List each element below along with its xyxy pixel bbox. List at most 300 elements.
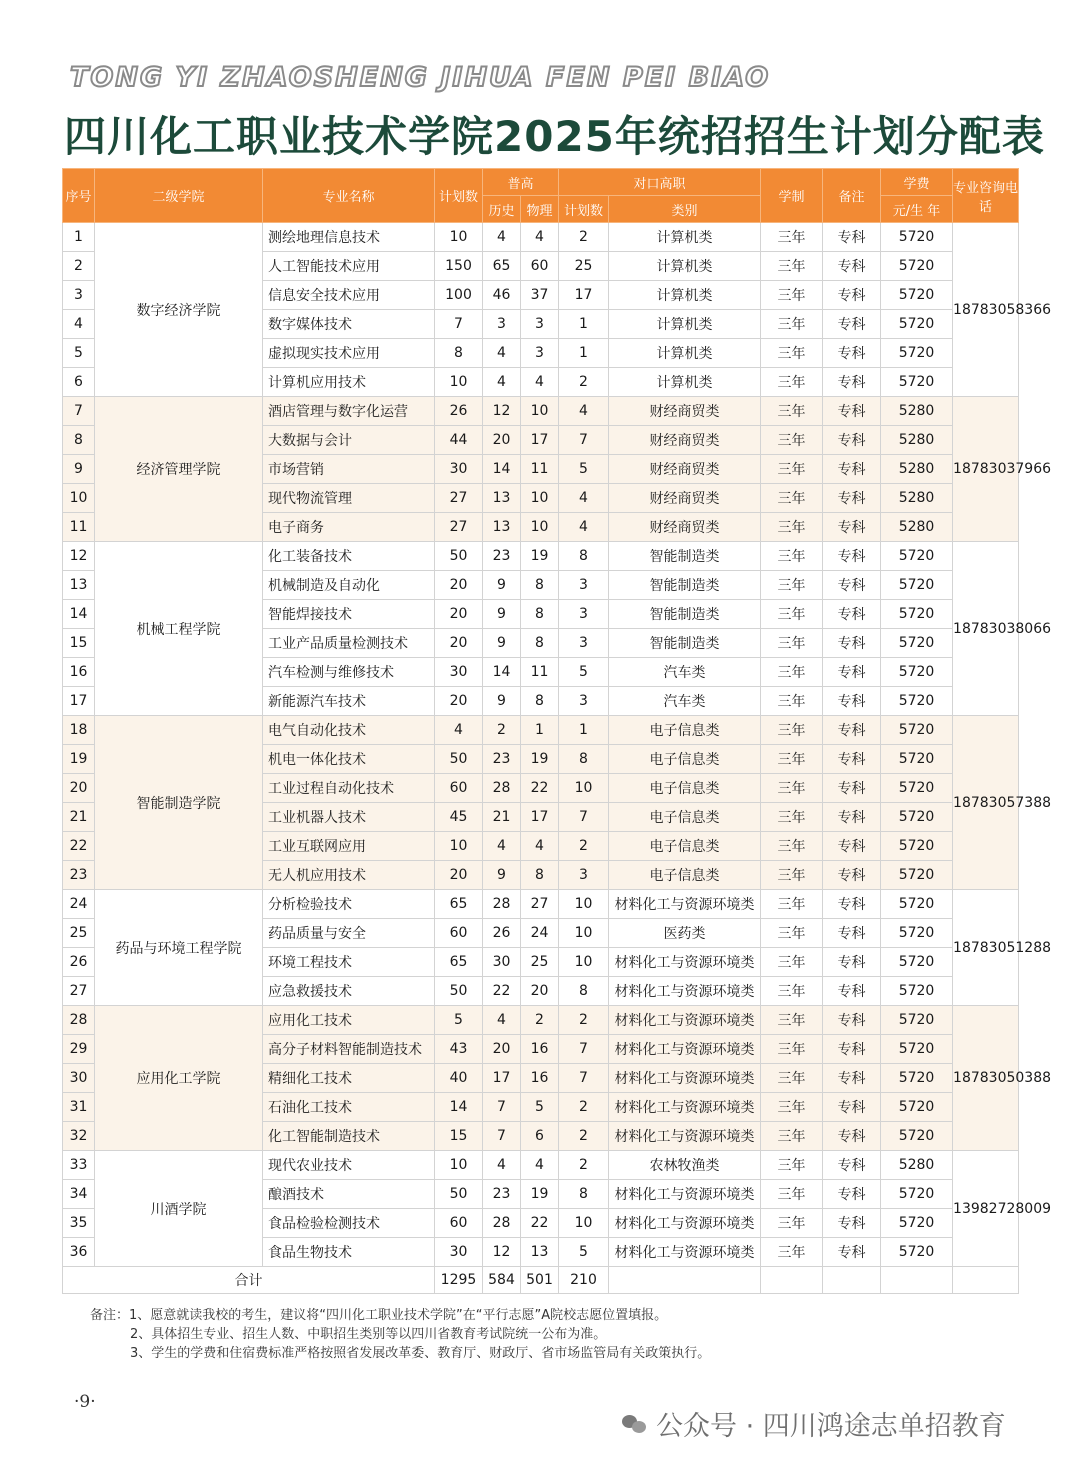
table-row bbox=[63, 1151, 1019, 1180]
row-fee: 5720 bbox=[881, 774, 953, 803]
row-category: 智能制造类 bbox=[609, 571, 761, 600]
row-physics: 19 bbox=[521, 1180, 559, 1209]
row-fee: 5720 bbox=[881, 861, 953, 890]
row-remark: 专科 bbox=[823, 716, 881, 745]
row-category: 医药类 bbox=[609, 919, 761, 948]
row-remark: 专科 bbox=[823, 368, 881, 397]
row-plan: 27 bbox=[435, 513, 483, 542]
note-line-2: 2、具体招生专业、招生人数、中职招生类别等以四川省教育考试院统一公布为准。 bbox=[130, 1327, 607, 1342]
row-seq: 16 bbox=[63, 658, 95, 687]
row-duration: 三年 bbox=[761, 774, 823, 803]
row-seq: 17 bbox=[63, 687, 95, 716]
row-fee: 5720 bbox=[881, 629, 953, 658]
row-history: 28 bbox=[483, 1209, 521, 1238]
row-physics: 11 bbox=[521, 658, 559, 687]
row-voc-plan: 4 bbox=[559, 397, 609, 426]
row-fee: 5720 bbox=[881, 687, 953, 716]
row-remark: 专科 bbox=[823, 484, 881, 513]
row-voc-plan: 3 bbox=[559, 687, 609, 716]
row-history: 20 bbox=[483, 426, 521, 455]
row-category: 计算机类 bbox=[609, 252, 761, 281]
row-major: 测绘地理信息技术 bbox=[263, 223, 435, 252]
row-remark: 专科 bbox=[823, 455, 881, 484]
row-plan: 15 bbox=[435, 1122, 483, 1151]
consult-phone: 13982728009 bbox=[953, 1151, 1019, 1267]
row-seq: 14 bbox=[63, 600, 95, 629]
row-category: 电子信息类 bbox=[609, 716, 761, 745]
row-plan: 30 bbox=[435, 658, 483, 687]
row-seq: 2 bbox=[63, 252, 95, 281]
row-seq: 10 bbox=[63, 484, 95, 513]
row-category: 电子信息类 bbox=[609, 861, 761, 890]
row-major: 应急救援技术 bbox=[263, 977, 435, 1006]
row-remark: 专科 bbox=[823, 223, 881, 252]
row-category: 材料化工与资源环境类 bbox=[609, 977, 761, 1006]
row-history: 28 bbox=[483, 890, 521, 919]
row-duration: 三年 bbox=[761, 716, 823, 745]
row-duration: 三年 bbox=[761, 484, 823, 513]
row-seq: 33 bbox=[63, 1151, 95, 1180]
row-history: 23 bbox=[483, 542, 521, 571]
consult-phone: 18783050388 bbox=[953, 1006, 1019, 1151]
row-major: 新能源汽车技术 bbox=[263, 687, 435, 716]
row-fee: 5720 bbox=[881, 1093, 953, 1122]
row-fee: 5720 bbox=[881, 1238, 953, 1267]
row-major: 酒店管理与数字化运营 bbox=[263, 397, 435, 426]
row-duration: 三年 bbox=[761, 629, 823, 658]
row-voc-plan: 7 bbox=[559, 1064, 609, 1093]
row-history: 14 bbox=[483, 455, 521, 484]
header-vocational: 对口高职 bbox=[559, 169, 761, 196]
row-remark: 专科 bbox=[823, 426, 881, 455]
row-remark: 专科 bbox=[823, 774, 881, 803]
consult-phone: 18783037966 bbox=[953, 397, 1019, 542]
total-row bbox=[63, 1267, 1019, 1294]
row-history: 9 bbox=[483, 600, 521, 629]
row-major: 智能焊接技术 bbox=[263, 600, 435, 629]
college-name: 机械工程学院 bbox=[95, 542, 263, 716]
row-history: 7 bbox=[483, 1122, 521, 1151]
row-remark: 专科 bbox=[823, 832, 881, 861]
header-history: 历史 bbox=[483, 196, 521, 223]
row-physics: 4 bbox=[521, 223, 559, 252]
row-seq: 31 bbox=[63, 1093, 95, 1122]
row-history: 26 bbox=[483, 919, 521, 948]
row-category: 财经商贸类 bbox=[609, 426, 761, 455]
consult-phone: 18783057388 bbox=[953, 716, 1019, 890]
row-duration: 三年 bbox=[761, 1093, 823, 1122]
row-duration: 三年 bbox=[761, 658, 823, 687]
row-voc-plan: 2 bbox=[559, 1122, 609, 1151]
row-major: 无人机应用技术 bbox=[263, 861, 435, 890]
row-seq: 34 bbox=[63, 1180, 95, 1209]
row-fee: 5720 bbox=[881, 803, 953, 832]
row-major: 食品生物技术 bbox=[263, 1238, 435, 1267]
row-fee: 5720 bbox=[881, 600, 953, 629]
header-plan: 计划数 bbox=[435, 169, 483, 223]
row-duration: 三年 bbox=[761, 1238, 823, 1267]
row-seq: 32 bbox=[63, 1122, 95, 1151]
row-physics: 4 bbox=[521, 1151, 559, 1180]
row-major: 大数据与会计 bbox=[263, 426, 435, 455]
row-category: 电子信息类 bbox=[609, 832, 761, 861]
row-history: 12 bbox=[483, 1238, 521, 1267]
row-physics: 13 bbox=[521, 1238, 559, 1267]
college-name: 应用化工学院 bbox=[95, 1006, 263, 1151]
row-major: 工业机器人技术 bbox=[263, 803, 435, 832]
row-fee: 5720 bbox=[881, 658, 953, 687]
notes bbox=[90, 1306, 710, 1363]
row-plan: 150 bbox=[435, 252, 483, 281]
row-category: 计算机类 bbox=[609, 281, 761, 310]
row-physics: 3 bbox=[521, 310, 559, 339]
row-seq: 12 bbox=[63, 542, 95, 571]
row-duration: 三年 bbox=[761, 919, 823, 948]
row-major: 信息安全技术应用 bbox=[263, 281, 435, 310]
row-major: 人工智能技术应用 bbox=[263, 252, 435, 281]
row-remark: 专科 bbox=[823, 658, 881, 687]
row-plan: 20 bbox=[435, 687, 483, 716]
row-major: 工业产品质量检测技术 bbox=[263, 629, 435, 658]
row-physics: 24 bbox=[521, 919, 559, 948]
row-remark: 专科 bbox=[823, 948, 881, 977]
row-plan: 10 bbox=[435, 368, 483, 397]
row-fee: 5280 bbox=[881, 455, 953, 484]
row-major: 机械制造及自动化 bbox=[263, 571, 435, 600]
table-row bbox=[63, 223, 1019, 252]
row-voc-plan: 5 bbox=[559, 455, 609, 484]
row-plan: 10 bbox=[435, 832, 483, 861]
total-physics: 501 bbox=[521, 1267, 559, 1294]
header-remark: 备注 bbox=[823, 169, 881, 223]
header-major: 专业名称 bbox=[263, 169, 435, 223]
row-category: 材料化工与资源环境类 bbox=[609, 948, 761, 977]
row-fee: 5720 bbox=[881, 1064, 953, 1093]
row-history: 22 bbox=[483, 977, 521, 1006]
row-plan: 43 bbox=[435, 1035, 483, 1064]
row-duration: 三年 bbox=[761, 1209, 823, 1238]
row-remark: 专科 bbox=[823, 745, 881, 774]
row-fee: 5720 bbox=[881, 252, 953, 281]
row-duration: 三年 bbox=[761, 861, 823, 890]
row-fee: 5720 bbox=[881, 977, 953, 1006]
row-category: 智能制造类 bbox=[609, 629, 761, 658]
row-category: 财经商贸类 bbox=[609, 513, 761, 542]
row-voc-plan: 10 bbox=[559, 774, 609, 803]
row-voc-plan: 3 bbox=[559, 861, 609, 890]
row-voc-plan: 4 bbox=[559, 513, 609, 542]
row-major: 虚拟现实技术应用 bbox=[263, 339, 435, 368]
row-category: 材料化工与资源环境类 bbox=[609, 1093, 761, 1122]
row-plan: 30 bbox=[435, 1238, 483, 1267]
header-fee-unit: 元/生 年 bbox=[881, 196, 953, 223]
row-seq: 13 bbox=[63, 571, 95, 600]
row-physics: 17 bbox=[521, 803, 559, 832]
row-plan: 20 bbox=[435, 629, 483, 658]
row-voc-plan: 10 bbox=[559, 948, 609, 977]
row-fee: 5720 bbox=[881, 1035, 953, 1064]
row-remark: 专科 bbox=[823, 861, 881, 890]
row-major: 电气自动化技术 bbox=[263, 716, 435, 745]
row-history: 7 bbox=[483, 1093, 521, 1122]
row-plan: 5 bbox=[435, 1006, 483, 1035]
row-fee: 5720 bbox=[881, 571, 953, 600]
row-history: 13 bbox=[483, 513, 521, 542]
row-category: 财经商贸类 bbox=[609, 455, 761, 484]
note-line-1: 备注：1、愿意就读我校的考生，建议将“四川化工职业技术学院”在“平行志愿”A院校志愿位置填报。 bbox=[90, 1308, 668, 1323]
row-voc-plan: 4 bbox=[559, 484, 609, 513]
row-major: 工业过程自动化技术 bbox=[263, 774, 435, 803]
row-physics: 10 bbox=[521, 397, 559, 426]
row-history: 4 bbox=[483, 339, 521, 368]
row-physics: 25 bbox=[521, 948, 559, 977]
row-major: 市场营销 bbox=[263, 455, 435, 484]
row-history: 9 bbox=[483, 629, 521, 658]
row-history: 17 bbox=[483, 1064, 521, 1093]
row-voc-plan: 1 bbox=[559, 310, 609, 339]
row-remark: 专科 bbox=[823, 339, 881, 368]
row-seq: 3 bbox=[63, 281, 95, 310]
row-plan: 60 bbox=[435, 1209, 483, 1238]
header-college: 二级学院 bbox=[95, 169, 263, 223]
row-history: 4 bbox=[483, 1006, 521, 1035]
row-plan: 45 bbox=[435, 803, 483, 832]
watermark bbox=[622, 1404, 1006, 1443]
row-plan: 4 bbox=[435, 716, 483, 745]
row-voc-plan: 25 bbox=[559, 252, 609, 281]
row-category: 财经商贸类 bbox=[609, 397, 761, 426]
row-history: 46 bbox=[483, 281, 521, 310]
consult-phone: 18783038066 bbox=[953, 542, 1019, 716]
row-category: 智能制造类 bbox=[609, 600, 761, 629]
row-seq: 21 bbox=[63, 803, 95, 832]
row-duration: 三年 bbox=[761, 600, 823, 629]
row-history: 30 bbox=[483, 948, 521, 977]
enrollment-plan-table bbox=[62, 168, 1052, 1294]
total-empty-remark bbox=[823, 1267, 881, 1294]
total-empty-duration bbox=[761, 1267, 823, 1294]
wechat-icon bbox=[622, 1413, 648, 1435]
row-physics: 16 bbox=[521, 1064, 559, 1093]
row-duration: 三年 bbox=[761, 455, 823, 484]
row-duration: 三年 bbox=[761, 890, 823, 919]
row-major: 机电一体化技术 bbox=[263, 745, 435, 774]
row-major: 化工智能制造技术 bbox=[263, 1122, 435, 1151]
row-history: 4 bbox=[483, 832, 521, 861]
row-physics: 19 bbox=[521, 745, 559, 774]
header-physics: 物理 bbox=[521, 196, 559, 223]
row-duration: 三年 bbox=[761, 426, 823, 455]
row-fee: 5280 bbox=[881, 484, 953, 513]
row-fee: 5720 bbox=[881, 716, 953, 745]
row-remark: 专科 bbox=[823, 629, 881, 658]
row-major: 现代物流管理 bbox=[263, 484, 435, 513]
row-major: 应用化工技术 bbox=[263, 1006, 435, 1035]
row-physics: 11 bbox=[521, 455, 559, 484]
row-duration: 三年 bbox=[761, 1064, 823, 1093]
row-plan: 20 bbox=[435, 571, 483, 600]
row-voc-plan: 10 bbox=[559, 890, 609, 919]
row-category: 农林牧渔类 bbox=[609, 1151, 761, 1180]
row-major: 药品质量与安全 bbox=[263, 919, 435, 948]
row-seq: 26 bbox=[63, 948, 95, 977]
row-duration: 三年 bbox=[761, 745, 823, 774]
row-plan: 26 bbox=[435, 397, 483, 426]
row-major: 分析检验技术 bbox=[263, 890, 435, 919]
watermark-text: 公众号 · 四川鸿途志单招教育 bbox=[656, 1411, 1006, 1442]
row-history: 14 bbox=[483, 658, 521, 687]
row-plan: 40 bbox=[435, 1064, 483, 1093]
row-voc-plan: 8 bbox=[559, 1180, 609, 1209]
table-row bbox=[63, 397, 1019, 426]
row-history: 13 bbox=[483, 484, 521, 513]
row-history: 9 bbox=[483, 571, 521, 600]
row-voc-plan: 2 bbox=[559, 1006, 609, 1035]
row-plan: 30 bbox=[435, 455, 483, 484]
row-seq: 24 bbox=[63, 890, 95, 919]
row-physics: 10 bbox=[521, 513, 559, 542]
row-seq: 7 bbox=[63, 397, 95, 426]
row-plan: 8 bbox=[435, 339, 483, 368]
row-voc-plan: 7 bbox=[559, 426, 609, 455]
total-empty-fee bbox=[881, 1267, 953, 1294]
row-voc-plan: 10 bbox=[559, 1209, 609, 1238]
row-remark: 专科 bbox=[823, 600, 881, 629]
row-seq: 9 bbox=[63, 455, 95, 484]
college-name: 智能制造学院 bbox=[95, 716, 263, 890]
row-category: 电子信息类 bbox=[609, 774, 761, 803]
row-duration: 三年 bbox=[761, 977, 823, 1006]
row-plan: 14 bbox=[435, 1093, 483, 1122]
row-category: 材料化工与资源环境类 bbox=[609, 1006, 761, 1035]
row-voc-plan: 2 bbox=[559, 223, 609, 252]
row-remark: 专科 bbox=[823, 803, 881, 832]
row-history: 9 bbox=[483, 687, 521, 716]
college-name: 数字经济学院 bbox=[95, 223, 263, 397]
total-voc-plan: 210 bbox=[559, 1267, 609, 1294]
row-history: 9 bbox=[483, 861, 521, 890]
row-fee: 5720 bbox=[881, 832, 953, 861]
row-major: 精细化工技术 bbox=[263, 1064, 435, 1093]
row-seq: 22 bbox=[63, 832, 95, 861]
total-history: 584 bbox=[483, 1267, 521, 1294]
row-major: 环境工程技术 bbox=[263, 948, 435, 977]
row-physics: 2 bbox=[521, 1006, 559, 1035]
row-physics: 20 bbox=[521, 977, 559, 1006]
row-duration: 三年 bbox=[761, 252, 823, 281]
row-remark: 专科 bbox=[823, 571, 881, 600]
row-category: 材料化工与资源环境类 bbox=[609, 1122, 761, 1151]
row-seq: 1 bbox=[63, 223, 95, 252]
row-category: 材料化工与资源环境类 bbox=[609, 1209, 761, 1238]
table-row bbox=[63, 542, 1019, 571]
row-remark: 专科 bbox=[823, 1238, 881, 1267]
row-fee: 5720 bbox=[881, 1006, 953, 1035]
row-remark: 专科 bbox=[823, 310, 881, 339]
row-fee: 5720 bbox=[881, 310, 953, 339]
consult-phone: 18783058366 bbox=[953, 223, 1019, 397]
row-duration: 三年 bbox=[761, 687, 823, 716]
row-voc-plan: 2 bbox=[559, 832, 609, 861]
row-physics: 17 bbox=[521, 426, 559, 455]
row-duration: 三年 bbox=[761, 1035, 823, 1064]
page-number: ·9· bbox=[74, 1392, 96, 1412]
row-voc-plan: 3 bbox=[559, 629, 609, 658]
row-history: 28 bbox=[483, 774, 521, 803]
row-fee: 5720 bbox=[881, 948, 953, 977]
row-history: 21 bbox=[483, 803, 521, 832]
row-voc-plan: 7 bbox=[559, 1035, 609, 1064]
row-fee: 5720 bbox=[881, 223, 953, 252]
row-voc-plan: 1 bbox=[559, 716, 609, 745]
row-fee: 5720 bbox=[881, 890, 953, 919]
row-duration: 三年 bbox=[761, 1180, 823, 1209]
row-history: 23 bbox=[483, 1180, 521, 1209]
row-major: 计算机应用技术 bbox=[263, 368, 435, 397]
row-remark: 专科 bbox=[823, 1209, 881, 1238]
row-plan: 65 bbox=[435, 948, 483, 977]
header-fee: 学费 bbox=[881, 169, 953, 196]
row-remark: 专科 bbox=[823, 252, 881, 281]
row-history: 23 bbox=[483, 745, 521, 774]
row-physics: 10 bbox=[521, 484, 559, 513]
row-voc-plan: 3 bbox=[559, 600, 609, 629]
row-remark: 专科 bbox=[823, 1035, 881, 1064]
row-seq: 23 bbox=[63, 861, 95, 890]
row-remark: 专科 bbox=[823, 1180, 881, 1209]
row-plan: 50 bbox=[435, 745, 483, 774]
total-plan: 1295 bbox=[435, 1267, 483, 1294]
row-physics: 16 bbox=[521, 1035, 559, 1064]
row-major: 工业互联网应用 bbox=[263, 832, 435, 861]
row-seq: 6 bbox=[63, 368, 95, 397]
row-category: 汽车类 bbox=[609, 687, 761, 716]
row-voc-plan: 8 bbox=[559, 745, 609, 774]
row-fee: 5280 bbox=[881, 397, 953, 426]
row-voc-plan: 2 bbox=[559, 1093, 609, 1122]
college-name: 药品与环境工程学院 bbox=[95, 890, 263, 1006]
row-fee: 5720 bbox=[881, 542, 953, 571]
row-seq: 36 bbox=[63, 1238, 95, 1267]
row-seq: 20 bbox=[63, 774, 95, 803]
row-physics: 8 bbox=[521, 629, 559, 658]
row-physics: 19 bbox=[521, 542, 559, 571]
row-duration: 三年 bbox=[761, 368, 823, 397]
row-fee: 5720 bbox=[881, 368, 953, 397]
row-fee: 5720 bbox=[881, 281, 953, 310]
header-general: 普高 bbox=[483, 169, 559, 196]
row-remark: 专科 bbox=[823, 1093, 881, 1122]
row-physics: 6 bbox=[521, 1122, 559, 1151]
row-seq: 15 bbox=[63, 629, 95, 658]
row-physics: 4 bbox=[521, 368, 559, 397]
row-voc-plan: 2 bbox=[559, 1151, 609, 1180]
college-name: 经济管理学院 bbox=[95, 397, 263, 542]
row-duration: 三年 bbox=[761, 310, 823, 339]
row-history: 4 bbox=[483, 1151, 521, 1180]
row-physics: 8 bbox=[521, 600, 559, 629]
row-remark: 专科 bbox=[823, 919, 881, 948]
row-physics: 22 bbox=[521, 1209, 559, 1238]
row-voc-plan: 5 bbox=[559, 658, 609, 687]
row-physics: 8 bbox=[521, 861, 559, 890]
header-category: 类别 bbox=[609, 196, 761, 223]
row-major: 汽车检测与维修技术 bbox=[263, 658, 435, 687]
row-history: 65 bbox=[483, 252, 521, 281]
row-category: 计算机类 bbox=[609, 368, 761, 397]
row-plan: 50 bbox=[435, 542, 483, 571]
row-fee: 5720 bbox=[881, 1122, 953, 1151]
